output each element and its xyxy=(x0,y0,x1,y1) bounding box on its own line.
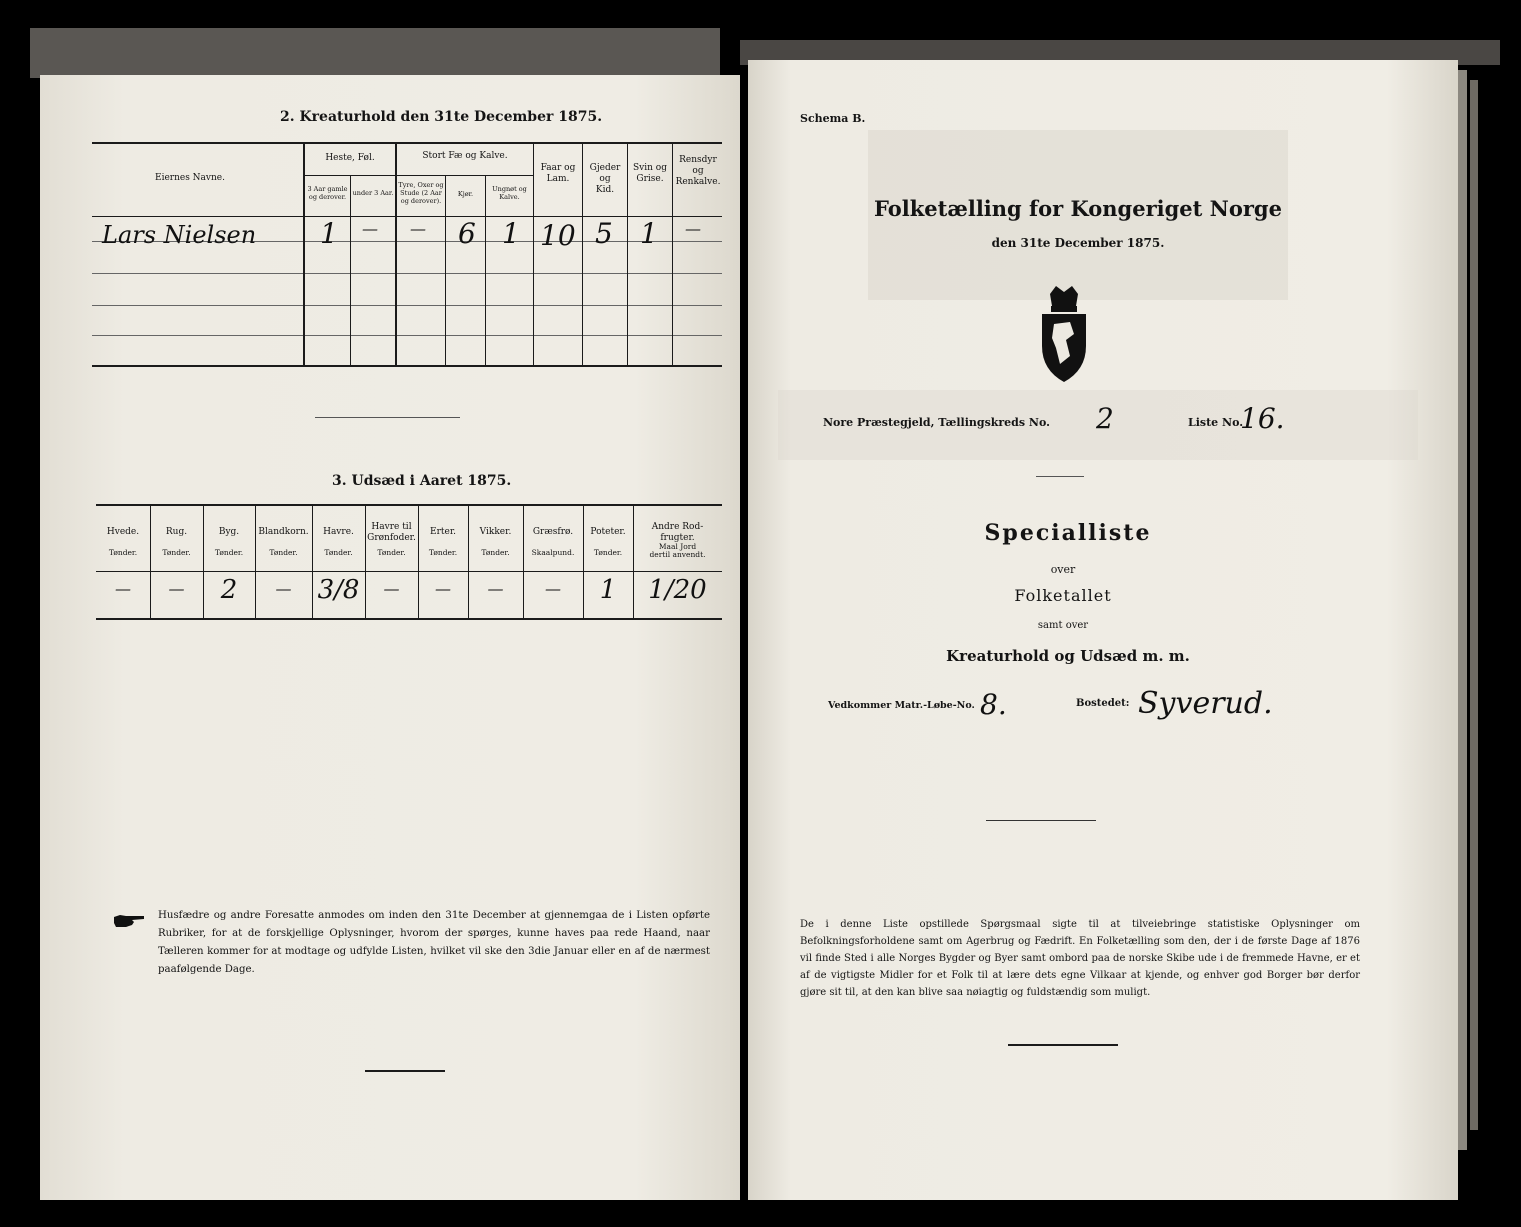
bostedet-value: Syverud. xyxy=(1138,686,1273,721)
specialliste-title: Specialliste xyxy=(984,520,1152,546)
value-young-calves: 1 xyxy=(502,217,520,250)
seed-value: — xyxy=(545,579,561,598)
seed-header-unit: Tønder. xyxy=(108,548,138,557)
header-pigs: Svin og Grise. xyxy=(633,163,667,184)
seed-header-name: Poteter. xyxy=(590,527,626,537)
schema-label: Schema B. xyxy=(800,112,866,125)
seed-header-name: Græsfrø. xyxy=(532,527,574,537)
seed-header-name: Havre. xyxy=(323,527,354,537)
page-stack-edge-left xyxy=(30,28,720,78)
seed-column-divider xyxy=(468,505,469,619)
seed-value: — xyxy=(275,579,292,598)
value-horses-3yr: 1 xyxy=(320,217,338,250)
seed-header-name: Vikker. xyxy=(479,527,512,537)
seed-top-rule xyxy=(96,504,722,506)
seed-value: 2 xyxy=(220,575,238,605)
header-reindeer: Rensdyr og Renkalve. xyxy=(675,155,721,187)
seed-value: — xyxy=(383,579,400,598)
kreaturhold-label: Kreaturhold og Udsæd m. m. xyxy=(946,647,1190,665)
seed-header-name: Rug. xyxy=(165,527,188,537)
header-cows: Kjør. xyxy=(457,190,474,198)
seed-header-unit: Tønder. xyxy=(324,548,353,557)
list-no: 16. xyxy=(1240,402,1285,435)
seed-header-name: Erter. xyxy=(430,527,456,537)
value-bulls: — xyxy=(410,219,426,238)
seed-header-name: Blandkorn. xyxy=(258,527,309,537)
header-cattle: Stort Fæ og Kalve. xyxy=(422,151,508,161)
value-goats: 5 xyxy=(595,217,613,250)
seed-header-unit: Tønder. xyxy=(162,548,191,557)
seed-value: — xyxy=(487,579,504,598)
seed-header-unit: Tønder. xyxy=(428,548,458,557)
seed-header-name: Byg. xyxy=(218,527,240,537)
seed-header-name: Hvede. xyxy=(106,527,140,537)
seed-value: — xyxy=(435,579,451,598)
seed-value: 3/8 xyxy=(317,575,360,605)
parish-label: Nore Præstegjeld, Tællingskreds No. xyxy=(823,416,1050,429)
value-cows: 6 xyxy=(458,217,476,250)
header-young-calves: Ungnøt og Kalve. xyxy=(492,185,527,201)
pointing-hand-icon xyxy=(112,913,146,929)
census-date: den 31te December 1875. xyxy=(991,236,1165,250)
seed-header-name: Havre til Grønfoder. xyxy=(367,522,416,543)
seed-header-unit: Tønder. xyxy=(481,548,510,557)
matr-no: 8. xyxy=(980,688,1007,721)
seed-header-unit: Tønder. xyxy=(593,548,623,557)
seed-header-unit: Tønder. xyxy=(214,548,244,557)
list-label: Liste No. xyxy=(1188,416,1244,429)
seed-column-divider xyxy=(150,505,151,619)
footer-text: De i denne Liste opstillede Spørgsmaal sigte til at tilveiebringe statistiske Oplysninger om Befolkningsforholdene samt om Agerbrug og Fædrift. En Folketælling som den, der i de første Dage af 1876 vil finde Sted i alle Norges Bygder og Byer samt ombord paa de norske Skibe ude i de fremmede Havne, er et af de vigtigste Midler for et Folk til at lære dets egne Vilkaar at kjende, og enhver god Borger bør derfor gjøre sit til, at den kan blive saa nøiagtig og fuldstændig som muligt. xyxy=(800,919,1360,998)
seed-header-name: Andre Rod- frugter. xyxy=(651,522,704,543)
main-title: Folketælling for Kongeriget Norge xyxy=(874,196,1282,221)
coat-of-arms-icon xyxy=(1036,284,1092,384)
value-horses-under3: — xyxy=(362,219,378,238)
header-goats: Gjeder og Kid. xyxy=(589,163,621,195)
bostedet-label: Bostedet: xyxy=(1076,698,1130,709)
seed-header-rule xyxy=(96,571,722,572)
end-rule-right xyxy=(1008,1044,1118,1046)
end-rule xyxy=(365,1070,445,1072)
value-reindeer: — xyxy=(685,219,701,238)
district-no: 2 xyxy=(1096,402,1114,435)
seed-value: — xyxy=(168,579,185,598)
header-bulls: Tyre, Oxer og Stude (2 Aar og derover). xyxy=(398,181,444,205)
matr-label: Vedkommer Matr.-Løbe-No. xyxy=(828,700,975,711)
over-label: over xyxy=(1050,563,1076,576)
header-owner: Eiernes Navne. xyxy=(155,173,225,183)
value-pigs: 1 xyxy=(640,217,658,250)
header-horses-3yr: 3 Aar gamle og derover. xyxy=(307,185,348,201)
seed-bottom-rule xyxy=(96,618,722,620)
page-edge-right-2 xyxy=(1470,80,1478,1130)
header-horses: Heste, Føl. xyxy=(325,153,375,163)
seed-header-unit: Skaalpund. xyxy=(531,548,575,557)
seed-column-divider xyxy=(418,505,419,619)
folketallet-label: Folketallet xyxy=(1014,586,1112,605)
header-horses-under3: under 3 Aar. xyxy=(352,189,394,197)
seed-header-unit: Tønder. xyxy=(269,548,298,557)
seed-column-divider xyxy=(523,505,524,619)
left-page xyxy=(40,75,740,1200)
samt-over-label: samt over xyxy=(1037,620,1089,631)
seed-header-unit: Tønder. xyxy=(377,548,406,557)
divider xyxy=(315,417,460,418)
section3-title: 3. Udsæd i Aaret 1875. xyxy=(332,473,512,489)
seed-value: 1 xyxy=(599,575,617,605)
right-page xyxy=(748,60,1458,1200)
value-sheep: 10 xyxy=(540,219,576,252)
seed-value: 1/20 xyxy=(648,575,707,605)
notice-text: Husfædre og andre Foresatte anmodes om inden den 31te December at gjennemgaa de i Listen opførte Rubriker, for at de forskjellige Oplysninger, hvorom der spørges, kunne haves paa rede Haand, naar Tælleren kommer for at modtage og udfylde Listen, hvilket vil ske den 3die Januar eller en af de nærmest paafølgende Dage. xyxy=(158,910,710,975)
section2-title: 2. Kreaturhold den 31te December 1875. xyxy=(280,109,603,125)
seed-value: — xyxy=(115,579,131,598)
seed-header-unit: Maal Jord dertil anvendt. xyxy=(649,542,706,559)
owner-name: Lars Nielsen xyxy=(102,221,257,249)
header-sheep: Faar og Lam. xyxy=(540,163,576,184)
seed-column-divider xyxy=(255,505,256,619)
